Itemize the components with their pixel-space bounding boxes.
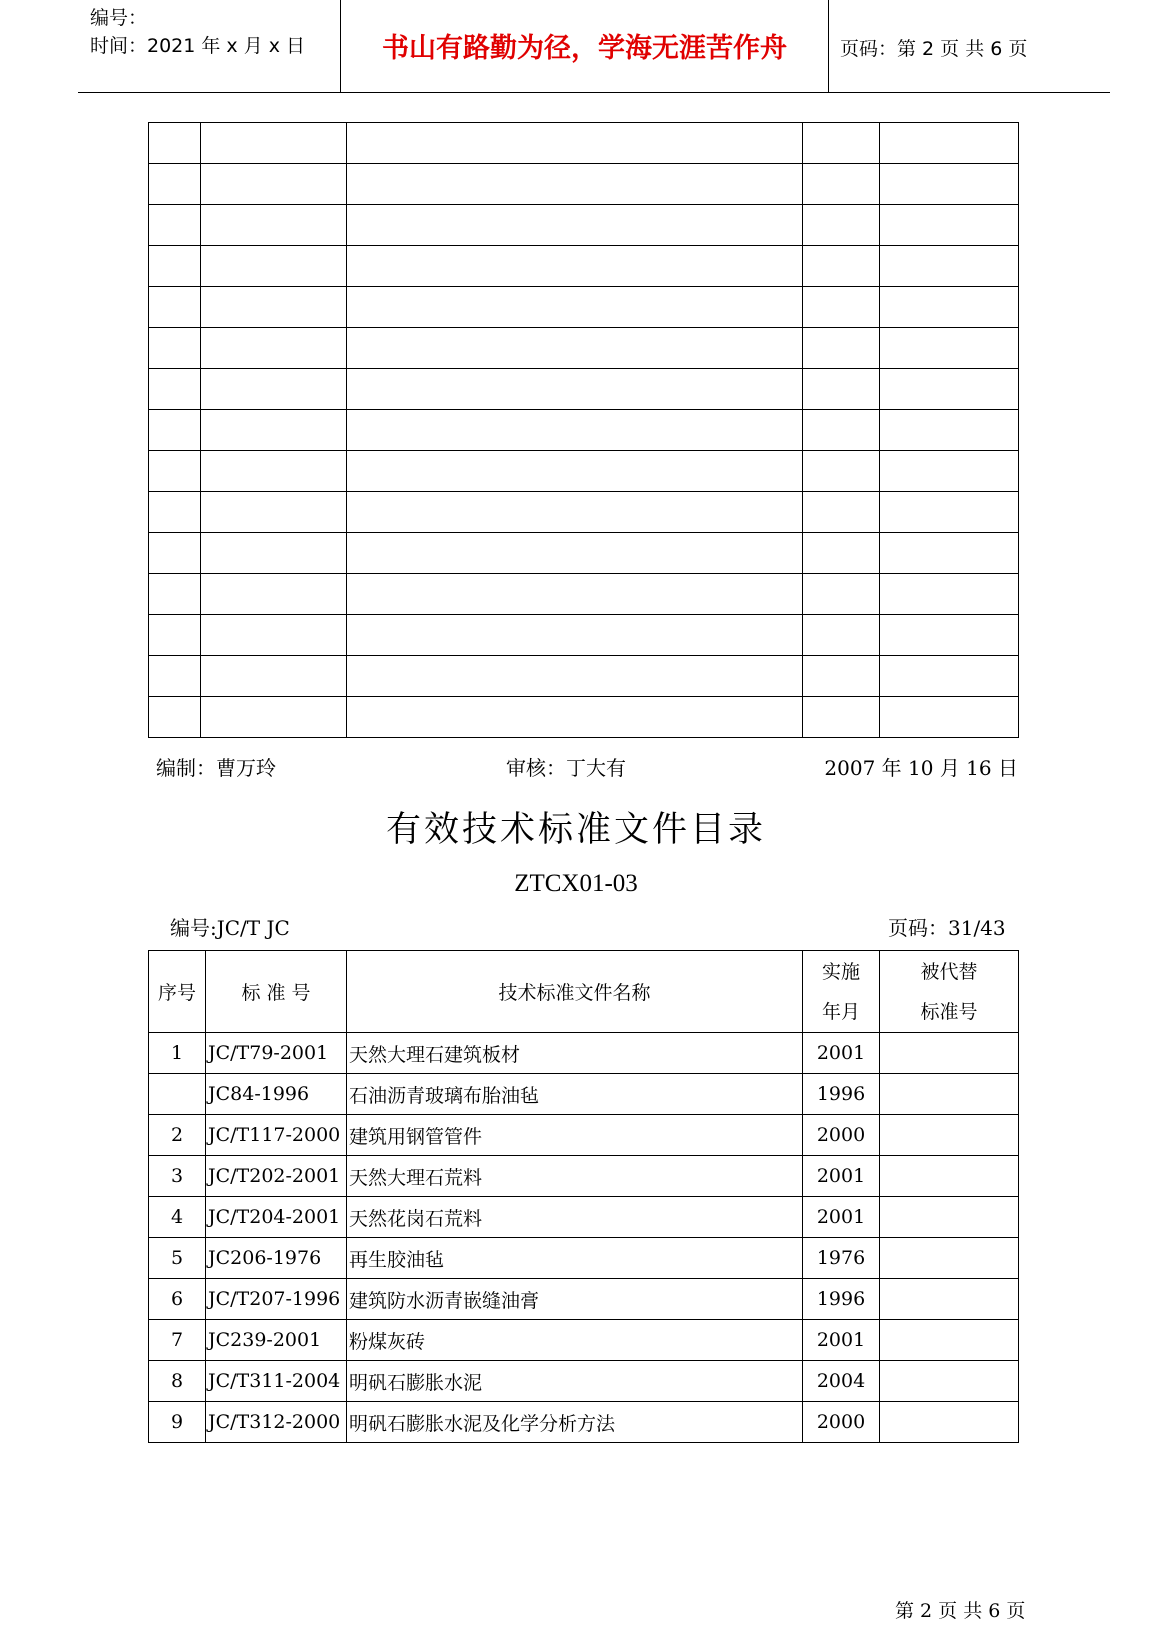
blank-cell [201,164,347,205]
blank-table-row [149,123,1019,164]
header-replaced-line2: 标准号 [920,1000,978,1023]
cell-replaced [880,1074,1019,1115]
document-number: 编号:JC/T JC [170,916,290,940]
blank-cell [149,164,201,205]
header-rule [78,92,1110,93]
cell-replaced [880,1115,1019,1156]
cell-year: 2001 [803,1156,880,1197]
standards-table-body [149,951,1019,1443]
blank-cell [880,574,1019,615]
blank-cell [803,369,880,410]
blank-cell [880,205,1019,246]
cell-seq: 9 [149,1402,206,1443]
cell-replaced [880,1156,1019,1197]
blank-cell [880,123,1019,164]
blank-cell [803,205,880,246]
cell-seq [149,1074,206,1115]
blank-cell [880,287,1019,328]
cell-year: 2000 [803,1402,880,1443]
header-replaced [880,951,1019,1033]
header-name: 技术标准文件名称 [347,951,803,1033]
cell-std-no: JC/T207-1996 [206,1279,347,1320]
cell-year: 1996 [803,1074,880,1115]
blank-cell [803,574,880,615]
blank-cell [201,533,347,574]
header-divider-right [828,0,829,92]
blank-cell [880,451,1019,492]
table-row [149,1238,1019,1279]
blank-cell [803,451,880,492]
blank-cell [880,246,1019,287]
cell-seq: 2 [149,1115,206,1156]
blank-table-body [149,123,1019,738]
blank-cell [347,574,803,615]
blank-table-row [149,451,1019,492]
blank-cell [803,287,880,328]
blank-cell [347,164,803,205]
cell-seq: 1 [149,1033,206,1074]
blank-table-row [149,615,1019,656]
blank-cell [347,246,803,287]
blank-cell [803,410,880,451]
header-seq: 序号 [149,951,206,1033]
cell-year: 1976 [803,1238,880,1279]
table-row [149,1361,1019,1402]
blank-cell [201,656,347,697]
cell-std-no: JC/T204-2001 [206,1197,347,1238]
cell-std-no: JC/T117-2000 [206,1115,347,1156]
blank-table-row [149,205,1019,246]
blank-table-row [149,164,1019,205]
blank-cell [347,615,803,656]
blank-table-row [149,533,1019,574]
cell-name: 再生胶油毡 [347,1238,803,1279]
standards-table [148,950,1019,1443]
blank-table [148,122,1019,738]
cell-std-no: JC/T312-2000 [206,1402,347,1443]
blank-cell [347,328,803,369]
blank-cell [803,656,880,697]
header-year [803,951,880,1033]
cell-seq: 7 [149,1320,206,1361]
blank-cell [149,328,201,369]
blank-cell [803,164,880,205]
blank-cell [347,451,803,492]
blank-cell [803,697,880,738]
table-row [149,1156,1019,1197]
cell-seq: 5 [149,1238,206,1279]
blank-cell [347,205,803,246]
blank-cell [149,533,201,574]
cell-name: 天然大理石荒料 [347,1156,803,1197]
blank-cell [880,328,1019,369]
cell-std-no: JC/T311-2004 [206,1361,347,1402]
cell-year: 2001 [803,1033,880,1074]
blank-cell [201,205,347,246]
blank-cell [347,697,803,738]
cell-name: 明矾石膨胀水泥及化学分析方法 [347,1402,803,1443]
blank-cell [149,574,201,615]
editor-signature: 编制：曹万玲 [156,756,276,780]
cell-name: 明矾石膨胀水泥 [347,1361,803,1402]
cell-year: 2001 [803,1197,880,1238]
cell-replaced [880,1033,1019,1074]
table-row [149,1279,1019,1320]
cell-std-no: JC206-1976 [206,1238,347,1279]
blank-cell [149,369,201,410]
blank-cell [347,369,803,410]
document-page-code: 页码：31/43 [888,916,1006,940]
cell-seq: 6 [149,1279,206,1320]
blank-cell [803,615,880,656]
table-row [149,1033,1019,1074]
blank-cell [803,533,880,574]
header-motto: 书山有路勤为径，学海无涯苦作舟 [382,33,787,64]
blank-table-row [149,492,1019,533]
blank-cell [149,205,201,246]
blank-cell [880,410,1019,451]
blank-table-row [149,697,1019,738]
blank-cell [880,533,1019,574]
blank-cell [201,697,347,738]
blank-cell [201,410,347,451]
header-meta [90,4,305,60]
cell-name: 天然大理石建筑板材 [347,1033,803,1074]
cell-replaced [880,1238,1019,1279]
cell-year: 2004 [803,1361,880,1402]
blank-table-row [149,369,1019,410]
blank-cell [149,246,201,287]
blank-cell [347,492,803,533]
header-year-line2: 年月 [821,1000,860,1023]
cell-seq: 3 [149,1156,206,1197]
blank-cell [880,656,1019,697]
blank-cell [803,123,880,164]
blank-cell [201,246,347,287]
cell-name: 天然花岗石荒料 [347,1197,803,1238]
blank-cell [149,656,201,697]
header-std-no: 标 准 号 [206,951,347,1033]
blank-cell [201,492,347,533]
blank-cell [880,369,1019,410]
blank-cell [201,123,347,164]
blank-cell [149,123,201,164]
blank-table-row [149,656,1019,697]
blank-table-row [149,574,1019,615]
blank-cell [803,492,880,533]
blank-cell [880,492,1019,533]
blank-cell [149,697,201,738]
reviewer-signature: 审核：丁大有 [506,756,626,780]
blank-cell [347,533,803,574]
cell-name: 建筑防水沥青嵌缝油膏 [347,1279,803,1320]
header-number-label: 编号： [90,7,148,29]
cell-name: 石油沥青玻璃布胎油毡 [347,1074,803,1115]
blank-table-row [149,246,1019,287]
blank-cell [201,451,347,492]
blank-table-row [149,287,1019,328]
table-row [149,1074,1019,1115]
blank-cell [803,246,880,287]
blank-table-row [149,410,1019,451]
cell-std-no: JC/T202-2001 [206,1156,347,1197]
blank-cell [880,697,1019,738]
cell-replaced [880,1402,1019,1443]
blank-cell [149,287,201,328]
blank-cell [201,615,347,656]
table-row [149,1320,1019,1361]
blank-cell [880,164,1019,205]
blank-cell [347,656,803,697]
blank-cell [149,451,201,492]
blank-cell [201,574,347,615]
cell-seq: 4 [149,1197,206,1238]
table-row [149,1402,1019,1443]
blank-cell [880,615,1019,656]
table-header-row [149,951,1019,1033]
blank-cell [149,410,201,451]
blank-cell [149,615,201,656]
blank-cell [347,287,803,328]
blank-cell [201,369,347,410]
cell-year: 2000 [803,1115,880,1156]
table-row [149,1197,1019,1238]
cell-replaced [880,1320,1019,1361]
blank-cell [803,328,880,369]
blank-cell [149,492,201,533]
document-code: ZTCX01-03 [514,870,638,897]
document-title: 有效技术标准文件目录 [385,810,766,850]
cell-replaced [880,1197,1019,1238]
cell-year: 1996 [803,1279,880,1320]
header-replaced-line1: 被代替 [920,960,978,983]
cell-seq: 8 [149,1361,206,1402]
cell-name: 粉煤灰砖 [347,1320,803,1361]
header-time-label: 时间：2021 年 x 月 x 日 [90,35,306,57]
cell-replaced [880,1361,1019,1402]
cell-std-no: JC239-2001 [206,1320,347,1361]
header-year-line1: 实施 [821,960,860,983]
blank-table-row [149,328,1019,369]
blank-cell [347,410,803,451]
cell-replaced [880,1279,1019,1320]
cell-std-no: JC84-1996 [206,1074,347,1115]
cell-name: 建筑用钢管管件 [347,1115,803,1156]
table-row [149,1115,1019,1156]
cell-year: 2001 [803,1320,880,1361]
footer-page-number: 第 2 页 共 6 页 [895,1600,1026,1622]
blank-cell [201,287,347,328]
blank-cell [201,328,347,369]
signature-date: 2007 年 10 月 16 日 [824,756,1018,780]
cell-std-no: JC/T79-2001 [206,1033,347,1074]
header-page-label: 页码：第 2 页 共 6 页 [840,38,1028,60]
blank-cell [347,123,803,164]
